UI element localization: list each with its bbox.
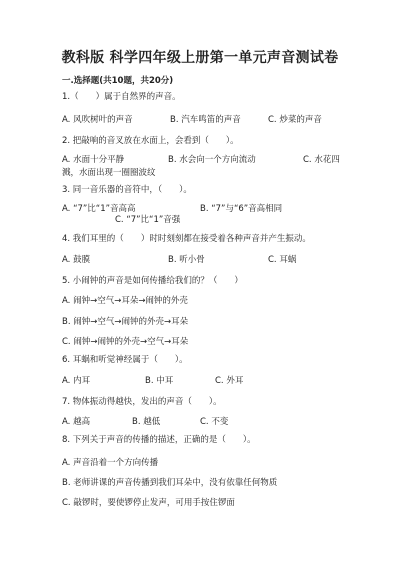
option-b: B. 汽车鸣笛的声音 (170, 115, 241, 125)
option-c: C. 水花四 (303, 155, 340, 165)
option-a: A. 闹钟→空气→耳朵→闹钟的外壳 (62, 296, 188, 306)
option-c: C. 闹钟→闹钟的外壳→空气→耳朵 (62, 337, 189, 347)
exam-title: 教科版 科学四年级上册第一单元声音测试卷 (61, 50, 339, 66)
question-stem: 8. 下列关于声音的传播的描述，正确的是（ ）。 (62, 435, 256, 445)
option-a: A. 越高 (62, 417, 91, 427)
option-b: B. 水会向一个方向流动 (168, 155, 256, 165)
question-stem: 7. 物体振动得越快，发出的声音（ ）。 (62, 397, 222, 407)
option-b: B. “7”与“6”音高相同 (200, 204, 283, 214)
option-a: A. “7”比“1”音高高 (62, 204, 136, 214)
option-a: A. 内耳 (62, 376, 91, 386)
option-c: C. 敲锣时，要使锣停止发声，可用手按住锣面 (62, 498, 235, 508)
question-stem: 4. 我们耳里的（ ）时时刻刻都在接受着各种声音并产生振动。 (62, 234, 311, 244)
option-b: B. 听小骨 (168, 255, 205, 265)
option-b: B. 老师讲课的声音传播到我们耳朵中，没有依靠任何物质 (62, 478, 278, 488)
option-a: A. 水面十分平静 (62, 155, 125, 165)
option-a: A. 声音沿着一个方向传播 (62, 458, 159, 468)
option-c: C. 不变 (200, 417, 229, 427)
option-b: B. 中耳 (145, 376, 174, 386)
option-a: A. 鼓膜 (62, 255, 91, 265)
option-c: C. “7”比“1”音强 (115, 215, 181, 225)
option-c: C. 炒菜的声音 (268, 115, 322, 125)
option-b: B. 闹钟→空气→闹钟的外壳→耳朵 (62, 317, 189, 327)
question-stem: 3. 同一音乐器的音符中，（ ）。 (62, 185, 192, 195)
option-c-continued: 溅，水面出现一圈圈波纹 (62, 168, 156, 178)
option-b: B. 越低 (132, 417, 161, 427)
question-stem: 2. 把敲响的音叉放在水面上，会看到（ ）。 (62, 136, 239, 146)
section-heading: 一.选择题(共10题，共20分) (62, 76, 174, 86)
question-stem: 6. 耳蜗和听觉神经属于（ ）。 (62, 355, 188, 365)
option-a: A. 风吹树叶的声音 (62, 115, 133, 125)
option-c: C. 外耳 (215, 376, 244, 386)
option-c: C. 耳蜗 (268, 255, 297, 265)
question-stem: 1.（ ）属于自然界的声音。 (62, 92, 181, 102)
question-stem: 5. 小闹钟的声音是如何传播给我们的？（ ） (62, 276, 243, 286)
